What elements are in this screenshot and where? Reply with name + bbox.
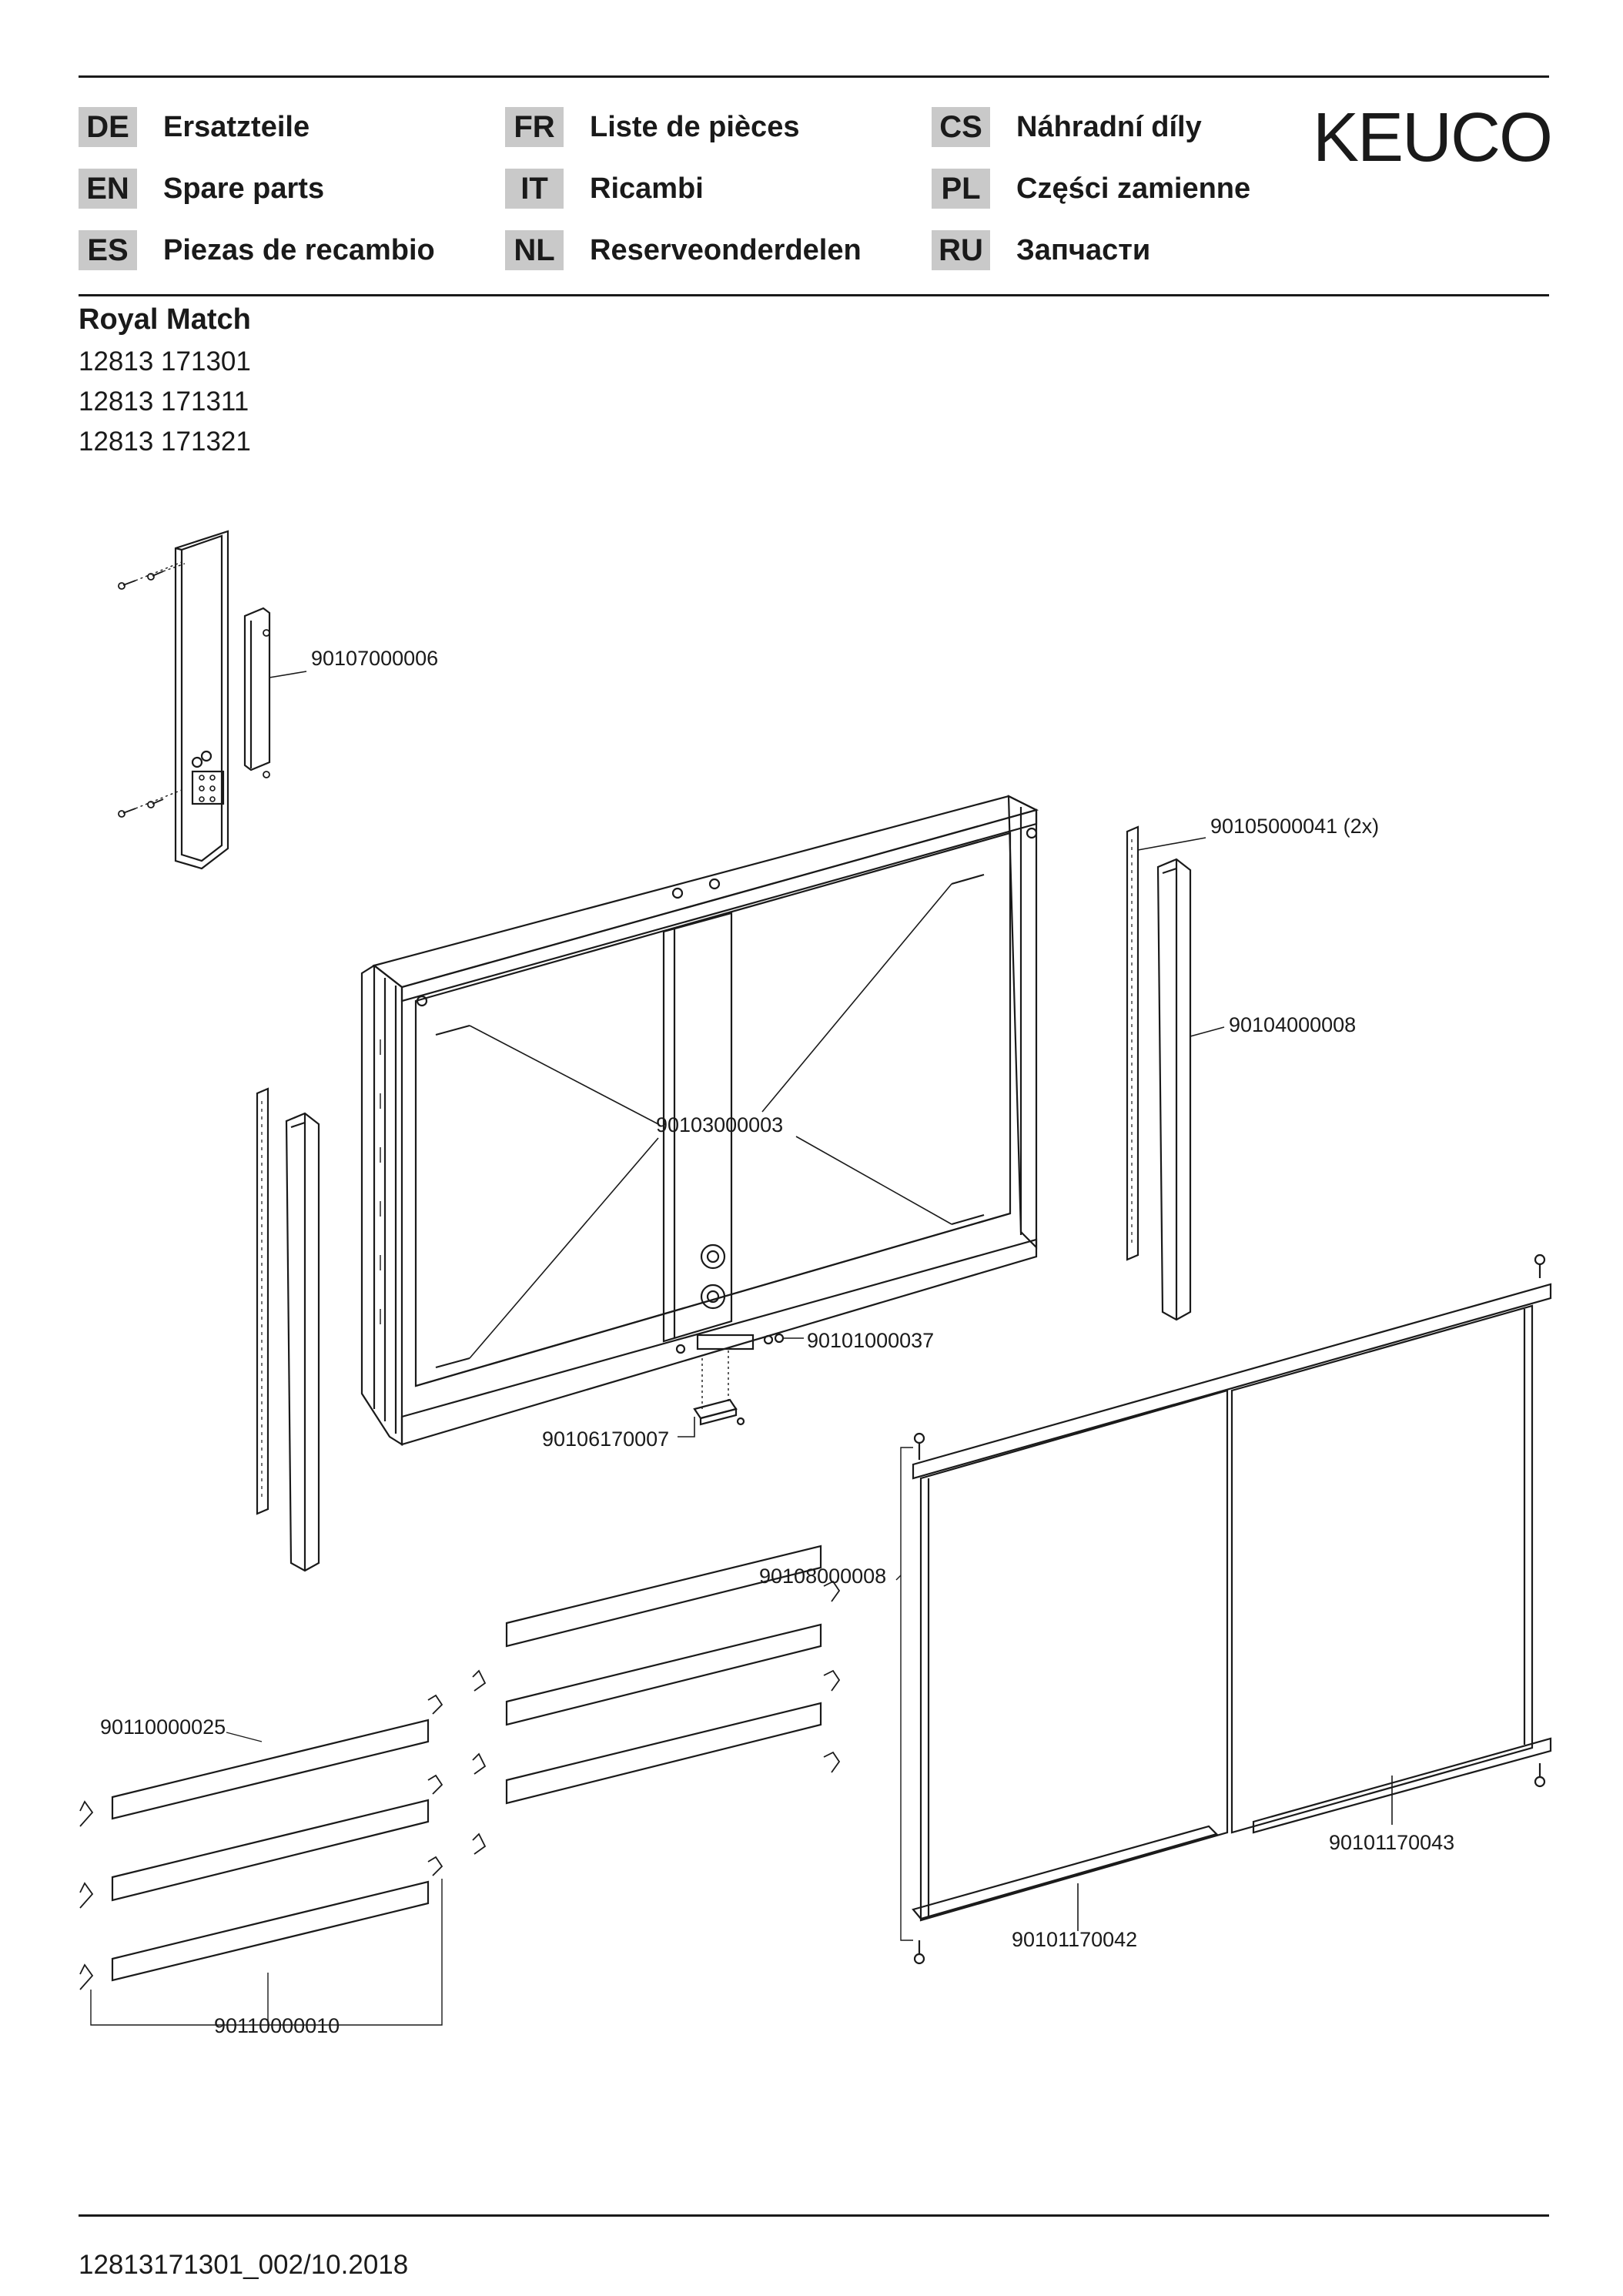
lang-code: EN — [79, 169, 137, 209]
lang-code: FR — [505, 107, 564, 147]
lang-code: ES — [79, 230, 137, 270]
product-title: Royal Match — [79, 303, 251, 336]
lang-code: RU — [932, 230, 990, 270]
brand-logo: KEUCO — [1313, 99, 1552, 176]
lang-code: IT — [505, 169, 564, 209]
part-label: 90107000006 — [311, 647, 439, 670]
lang-code: PL — [932, 169, 990, 209]
electrical-panel — [119, 531, 306, 869]
lang-label: Náhradní díly — [1016, 110, 1202, 143]
lang-label: Ricambi — [590, 172, 704, 205]
left-side-profile — [257, 1089, 319, 1571]
part-label: 90103000003 — [656, 1113, 784, 1136]
article-number: 12813 171301 — [79, 346, 251, 377]
lang-label: Piezas de recambio — [163, 233, 435, 266]
lang-code: DE — [79, 107, 137, 147]
lang-code: NL — [505, 230, 564, 270]
part-label: 90101170042 — [1012, 1928, 1138, 1951]
lang-label: Części zamienne — [1016, 172, 1251, 205]
part-label: 90105000041 (2x) — [1210, 815, 1380, 838]
glass-shelves — [80, 1546, 839, 2025]
part-label: 90101000037 — [807, 1329, 935, 1352]
part-label: 90110000025 — [100, 1715, 226, 1739]
lang-code: CS — [932, 107, 990, 147]
lang-label: Ersatzteile — [163, 110, 310, 143]
document-id: 12813171301_002/10.2018 — [79, 2250, 409, 2280]
part-label: 90104000008 — [1229, 1013, 1357, 1036]
part-label: 90106170007 — [542, 1427, 670, 1451]
lang-label: Reserveonderdelen — [590, 233, 862, 266]
article-number: 12813 171321 — [79, 427, 251, 457]
article-number: 12813 171311 — [79, 387, 249, 417]
lang-label: Spare parts — [163, 172, 325, 205]
lang-label: Liste de pièces — [590, 110, 800, 143]
mirror-doors — [896, 1255, 1551, 1963]
part-label: 90108000008 — [759, 1565, 887, 1588]
lang-label: Запчасти — [1016, 233, 1151, 266]
right-side-profile — [1127, 827, 1224, 1320]
part-label: 90101170043 — [1329, 1831, 1455, 1854]
part-label: 90110000010 — [214, 2014, 340, 2037]
